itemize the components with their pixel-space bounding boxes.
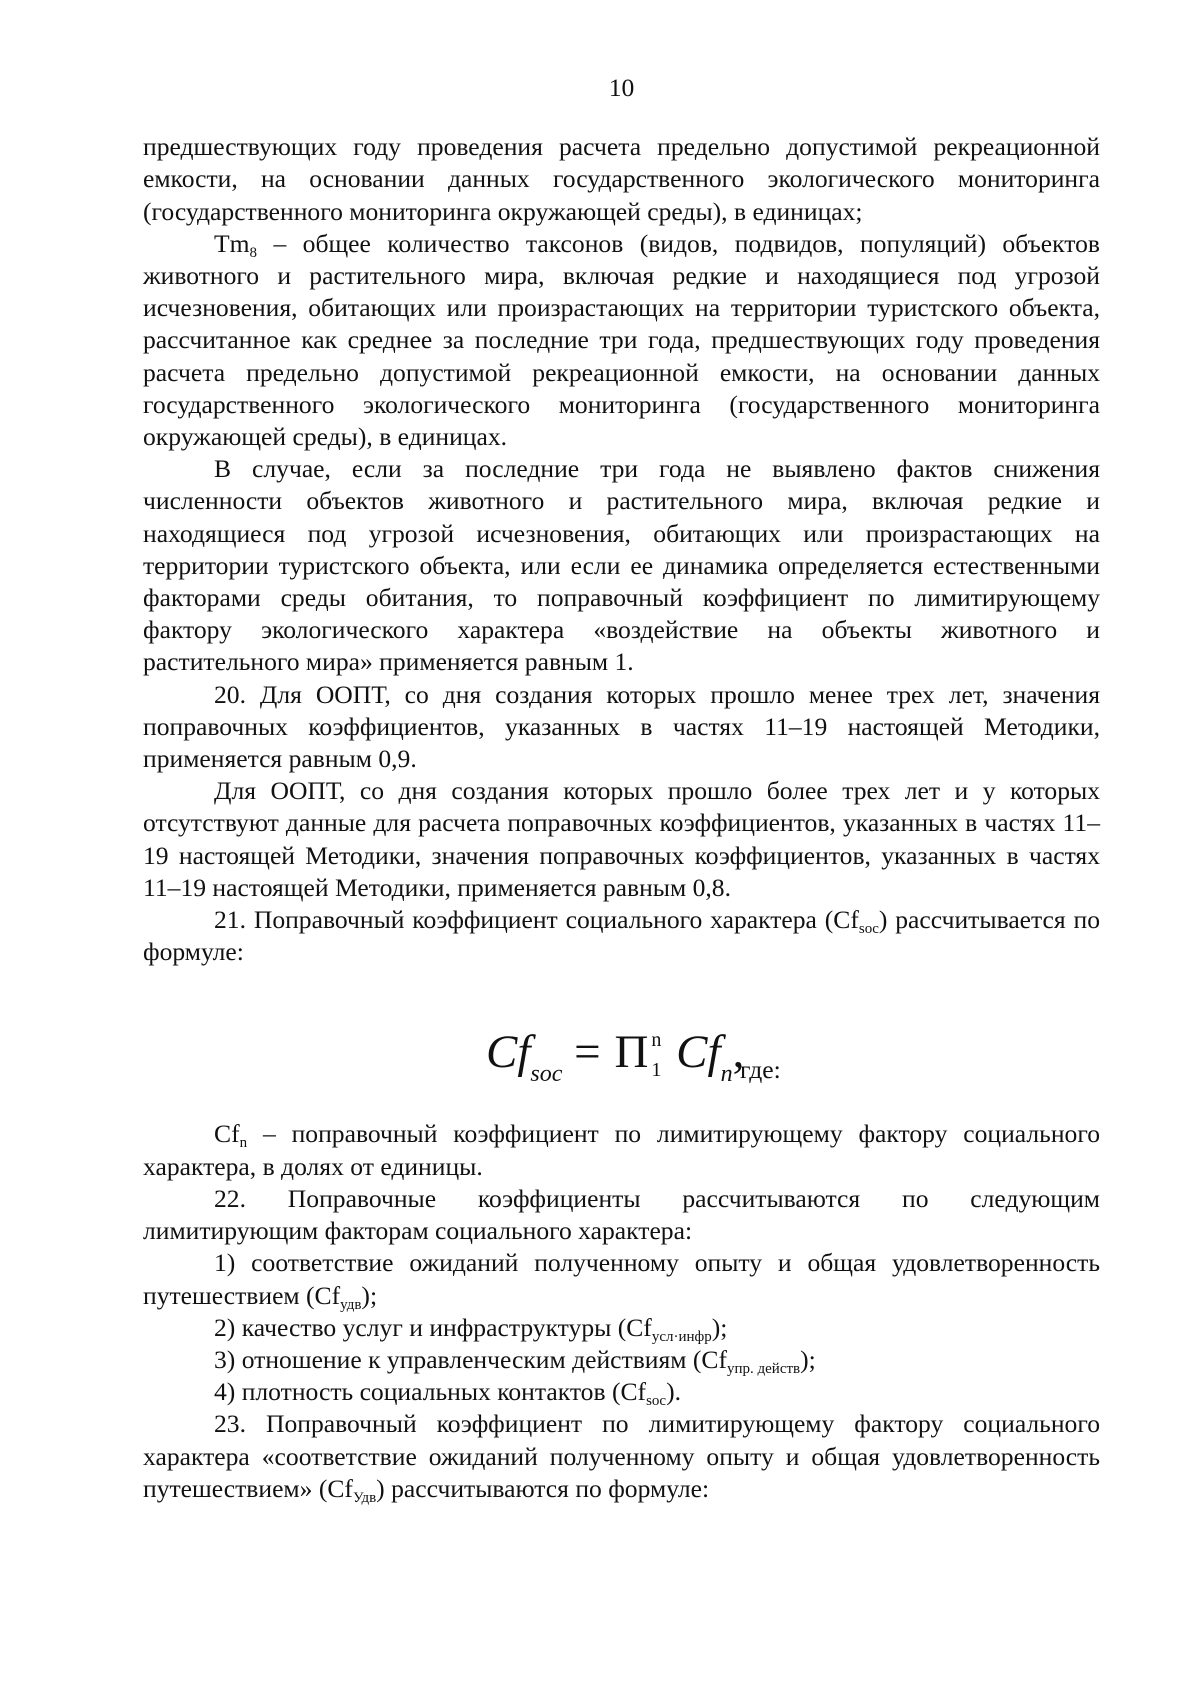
paragraph-text: 22. Поправочные коэффициенты рассчитываются по следующим лимитирующим факторам социального характера: <box>143 1183 1100 1246</box>
formula-equals: = <box>562 1026 613 1079</box>
paragraph-continuation <box>143 131 1100 228</box>
formula-cfsoc <box>486 1024 744 1102</box>
formula-rhs-subscript: n <box>720 1061 733 1088</box>
paragraph-22 <box>143 1183 1100 1247</box>
paragraph-oopt-over-three-years <box>143 775 1100 904</box>
list-item-text: ); <box>800 1344 816 1374</box>
paragraph-text: ) рассчитывается по формуле: <box>143 905 1100 967</box>
paragraph-text: – поправочный коэффициент по лимитирующему фактору социального характера, в долях от единицы. <box>143 1119 1100 1181</box>
formula-lhs: Cf <box>486 1026 531 1079</box>
paragraph-text: 23. Поправочный коэффициент по лимитирующему фактору социального характера «соответствие ожиданий полученному опыту и общая удовлетворенность путешествием» (Cf <box>143 1409 1100 1503</box>
paragraph-text: 21. Поправочный коэффициент социального характера (Cf <box>214 905 859 935</box>
list-item-text: 1) соответствие ожиданий полученному опыту и общая удовлетворенность путешествием (Cf <box>143 1248 1100 1310</box>
paragraph-text: В случае, если за последние три года не выявлено фактов снижения численности объектов животного и растительного мира, включая редкие и находящиеся под угрозой исчезновения, обитающих или произрастающих на территории туристского объекта, или если ее динамика определяется естественными факторами среды обитания, то поправочный коэффициент по лимитирующему фактору экологического характера «воздействие на объекты животного и растительного мира» применяется равным 1. <box>143 454 1100 677</box>
list-item-text: 3) отношение к управленческим действиям (Cf <box>214 1344 727 1374</box>
formula-rhs: Cf <box>676 1026 721 1079</box>
formula-lhs-subscript: soc <box>530 1061 563 1088</box>
formula-block <box>143 996 1100 1118</box>
list-item-1 <box>143 1247 1100 1311</box>
paragraph-tm8-definition <box>143 228 1100 453</box>
paragraph-text: 20. Для ООПТ, со дня создания которых прошло менее трех лет, значения поправочных коэффициентов, указанных в частях 11–19 настоящей Методики, применяется равным 0,9. <box>143 679 1100 774</box>
symbol-cf: Cf <box>214 1119 240 1149</box>
list-item-4 <box>143 1376 1100 1408</box>
list-item-text: 4) плотность социальных контактов (Cf <box>214 1377 647 1407</box>
paragraph-text: предшествующих году проведения расчета предельно допустимой рекреационной емкости, на основании данных государственного экологического мониторинга (государственного мониторинга окружающей среды), в единицах; <box>143 132 1100 226</box>
list-item-2 <box>143 1312 1100 1344</box>
product-upper-limit: n <box>651 1029 662 1052</box>
symbol-subscript: упр. действ <box>726 1360 801 1377</box>
paragraph-cfn-definition <box>143 1118 1100 1182</box>
formula-where-label: где: <box>740 1055 781 1085</box>
product-limits <box>648 1024 664 1082</box>
formula-comma: , <box>732 1026 745 1079</box>
list-item-3 <box>143 1344 1100 1376</box>
list-item-text: ); <box>361 1280 378 1310</box>
symbol-subscript: soc <box>858 921 879 938</box>
symbol-subscript: Удв <box>352 1489 377 1506</box>
symbol-subscript: 8 <box>249 244 258 261</box>
list-item-text: 2) качество услуг и инфраструктуры (Cf <box>214 1312 652 1342</box>
list-item-text: ); <box>711 1312 728 1342</box>
symbol-subscript: усл·инфр <box>651 1328 712 1345</box>
symbol-subscript: n <box>239 1135 248 1152</box>
paragraph-coefficient-case <box>143 453 1100 678</box>
product-lower-limit: 1 <box>651 1059 662 1082</box>
paragraph-23 <box>143 1408 1100 1505</box>
paragraph-20 <box>143 679 1100 776</box>
symbol-tm: Tm <box>214 228 250 258</box>
product-symbol: Π <box>614 1026 649 1079</box>
paragraph-text: ) рассчитываются по формуле: <box>376 1473 710 1503</box>
symbol-subscript: удв <box>340 1296 362 1313</box>
list-item-text: ). <box>666 1377 681 1407</box>
paragraph-21 <box>143 904 1100 968</box>
paragraph-text: Для ООПТ, со дня создания которых прошло более трех лет и у которых отсутствуют данные для расчета поправочных коэффициентов, указанных в частях 11–19 настоящей Методики, значения поправочных коэффициентов, указанных в частях 11–19 настоящей Методики, применяется равным 0,8. <box>143 776 1100 902</box>
paragraph-text: – общее количество таксонов (видов, подвидов, популяций) объектов животного и растительного мира, включая редкие и находящиеся под угрозой исчезновения, обитающих или произрастающих на территории туристского объекта, рассчитанное как среднее за последние три года, предшествующих году проведения расчета предельно допустимой рекреационной емкости, на основании данных государственного экологического мониторинга (государственного мониторинга окружающей среды), в единицах. <box>143 228 1100 452</box>
page-number: 10 <box>608 73 635 102</box>
symbol-subscript: soc <box>646 1393 667 1410</box>
